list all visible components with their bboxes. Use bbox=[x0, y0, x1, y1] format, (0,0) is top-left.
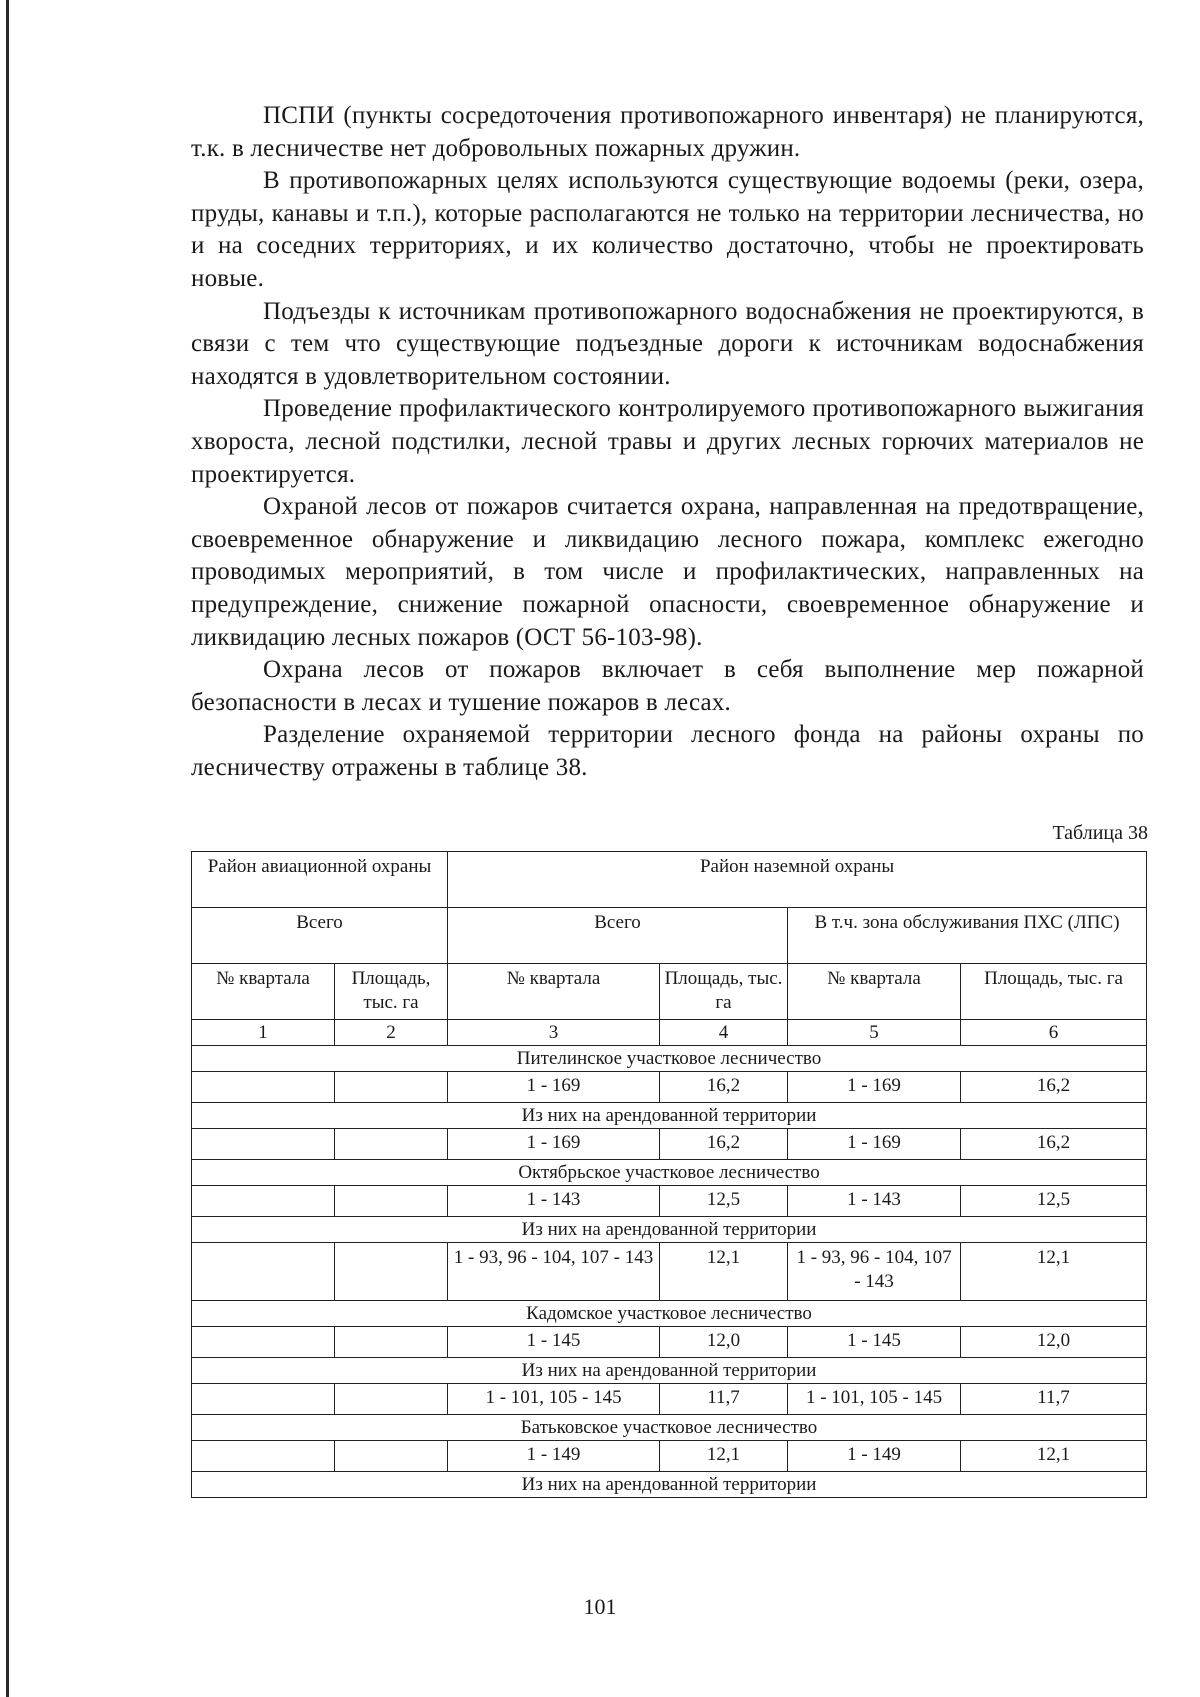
paragraph: Разделение охраняемой территории лесного фонда на районы охраны по лесничеству отражены в таблице 38. bbox=[191, 721, 1144, 781]
binding-edge-line bbox=[6, 0, 9, 1697]
table-cell bbox=[192, 1441, 335, 1472]
header-ground-total: Всего bbox=[448, 908, 788, 964]
table-cell: 1 - 149 bbox=[448, 1441, 660, 1472]
table-cell: 1 - 169 bbox=[448, 1072, 660, 1103]
table-cell: 1 - 145 bbox=[788, 1327, 961, 1358]
column-number: 3 bbox=[448, 1020, 660, 1046]
table-cell: 12,1 bbox=[961, 1243, 1147, 1301]
table-cell bbox=[192, 1384, 335, 1415]
header-aviation-zone: Район авиационной охраны bbox=[192, 852, 448, 908]
section-title-row bbox=[192, 1472, 1147, 1498]
table-cell bbox=[335, 1129, 448, 1160]
header-quarter-no: № квартала bbox=[192, 964, 335, 1020]
section-title: Из них на арендованной территории bbox=[192, 1217, 1147, 1243]
header-quarter-no: № квартала bbox=[788, 964, 961, 1020]
column-number: 2 bbox=[335, 1020, 448, 1046]
table-cell: 16,2 bbox=[660, 1072, 788, 1103]
header-row bbox=[192, 964, 1147, 1020]
table-row bbox=[192, 1129, 1147, 1160]
header-row bbox=[192, 852, 1147, 908]
table-row bbox=[192, 1186, 1147, 1217]
paragraph: Охрана лесов от пожаров включает в себя выполнение мер пожарной безопасности в лесах и тушение пожаров в лесах. bbox=[191, 656, 1144, 716]
table-cell: 1 - 101, 105 - 145 bbox=[448, 1384, 660, 1415]
table-cell bbox=[192, 1186, 335, 1217]
paragraph: Проведение профилактического контролируемого противопожарного выжигания хвороста, лесной подстилки, лесной травы и других лесных горючих материалов не проектируется. bbox=[191, 395, 1144, 488]
header-area: Площадь, тыс. га bbox=[335, 964, 448, 1020]
section-title: Из них на арендованной территории bbox=[192, 1103, 1147, 1129]
section-title: Из них на арендованной территории bbox=[192, 1358, 1147, 1384]
table-row bbox=[192, 1384, 1147, 1415]
table-cell: 16,2 bbox=[961, 1072, 1147, 1103]
table-caption: Таблица 38 bbox=[1052, 822, 1148, 844]
section-title-row bbox=[192, 1217, 1147, 1243]
header-row bbox=[192, 908, 1147, 964]
table-cell bbox=[335, 1186, 448, 1217]
table-cell: 1 - 145 bbox=[448, 1327, 660, 1358]
paragraph: Подъезды к источникам противопожарного водоснабжения не проектируются, в связи с тем что существующие подъездные дороги к источникам водоснабжения находятся в удовлетворительном состоянии. bbox=[191, 297, 1144, 390]
table-cell: 12,1 bbox=[660, 1243, 788, 1301]
column-number: 5 bbox=[788, 1020, 961, 1046]
protection-zones-table bbox=[191, 851, 1147, 1498]
section-title-row bbox=[192, 1160, 1147, 1186]
table-cell: 11,7 bbox=[660, 1384, 788, 1415]
table-cell bbox=[335, 1384, 448, 1415]
section-title-row bbox=[192, 1046, 1147, 1072]
table-cell bbox=[192, 1129, 335, 1160]
table-cell: 12,1 bbox=[660, 1441, 788, 1472]
header-area: Площадь, тыс. га bbox=[961, 964, 1147, 1020]
table-cell bbox=[192, 1072, 335, 1103]
table-cell bbox=[192, 1327, 335, 1358]
table-row bbox=[192, 1441, 1147, 1472]
table-cell: 12,5 bbox=[961, 1186, 1147, 1217]
table-cell: 16,2 bbox=[660, 1129, 788, 1160]
paragraph: Охраной лесов от пожаров считается охрана, направленная на предотвращение, своевременное обнаружение и ликвидацию лесного пожара, комплекс ежегодно проводимых мероприятий, в том числе и профилактических, направленных на предупреждение, снижение пожарной опасности, своевременное обнаружение и ликвидацию лесных пожаров (ОСТ 56-103-98). bbox=[191, 493, 1144, 651]
table-cell: 1 - 149 bbox=[788, 1441, 961, 1472]
table-cell bbox=[335, 1327, 448, 1358]
table-cell: 1 - 93, 96 - 104, 107 - 143 bbox=[788, 1243, 961, 1301]
table-cell: 12,5 bbox=[660, 1186, 788, 1217]
table-row bbox=[192, 1243, 1147, 1301]
section-title: Из них на арендованной территории bbox=[192, 1472, 1147, 1498]
table-cell bbox=[335, 1243, 448, 1301]
column-number-row bbox=[192, 1020, 1147, 1046]
section-title: Батьковское участковое лесничество bbox=[192, 1415, 1147, 1441]
section-title-row bbox=[192, 1415, 1147, 1441]
table-cell: 1 - 101, 105 - 145 bbox=[788, 1384, 961, 1415]
section-title-row bbox=[192, 1301, 1147, 1327]
section-title-row bbox=[192, 1358, 1147, 1384]
column-number: 6 bbox=[961, 1020, 1147, 1046]
table-cell: 1 - 169 bbox=[788, 1072, 961, 1103]
paragraph: В противопожарных целях используются существующие водоемы (реки, озера, пруды, канавы и т.п.), которые располагаются не только на территории лесничества, но и на соседних территориях, и их количество достаточно, чтобы не проектировать новые. bbox=[191, 167, 1144, 292]
table-cell: 1 - 143 bbox=[448, 1186, 660, 1217]
table-cell bbox=[335, 1441, 448, 1472]
paragraph: ПСПИ (пункты сосредоточения противопожарного инвентаря) не планируются, т.к. в лесничестве нет добровольных пожарных дружин. bbox=[191, 102, 1144, 162]
column-number: 4 bbox=[660, 1020, 788, 1046]
header-ground-zone: Район наземной охраны bbox=[448, 852, 1147, 908]
table-cell: 1 - 143 bbox=[788, 1186, 961, 1217]
header-area: Площадь, тыс. га bbox=[660, 964, 788, 1020]
table-cell bbox=[192, 1243, 335, 1301]
section-title-row bbox=[192, 1103, 1147, 1129]
table-cell: 12,0 bbox=[961, 1327, 1147, 1358]
page-number: 101 bbox=[583, 1594, 617, 1619]
section-title: Октябрьское участковое лесничество bbox=[192, 1160, 1147, 1186]
table-cell: 11,7 bbox=[961, 1384, 1147, 1415]
header-pkhs-zone: В т.ч. зона обслуживания ПХС (ЛПС) bbox=[788, 908, 1147, 964]
section-title: Пителинское участковое лесничество bbox=[192, 1046, 1147, 1072]
table-cell: 1 - 169 bbox=[448, 1129, 660, 1160]
table-row bbox=[192, 1327, 1147, 1358]
table-row bbox=[192, 1072, 1147, 1103]
table-cell: 12,1 bbox=[961, 1441, 1147, 1472]
table-cell: 16,2 bbox=[961, 1129, 1147, 1160]
header-aviation-total: Всего bbox=[192, 908, 448, 964]
header-quarter-no: № квартала bbox=[448, 964, 660, 1020]
body-text bbox=[191, 100, 1144, 784]
table-cell: 1 - 93, 96 - 104, 107 - 143 bbox=[448, 1243, 660, 1301]
column-number: 1 bbox=[192, 1020, 335, 1046]
table-cell bbox=[335, 1072, 448, 1103]
table-cell: 12,0 bbox=[660, 1327, 788, 1358]
section-title: Кадомское участковое лесничество bbox=[192, 1301, 1147, 1327]
table-cell: 1 - 169 bbox=[788, 1129, 961, 1160]
